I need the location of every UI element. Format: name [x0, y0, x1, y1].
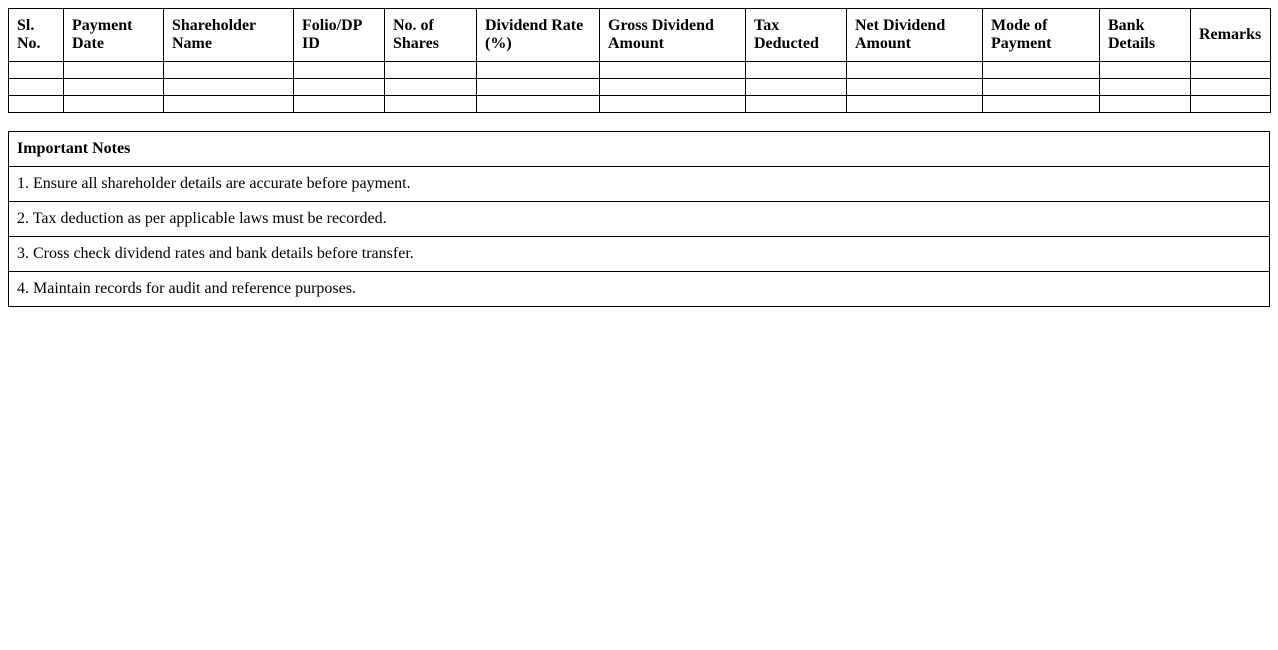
table-cell[interactable] — [1191, 62, 1271, 79]
table-cell[interactable] — [1191, 79, 1271, 96]
table-cell[interactable] — [64, 79, 164, 96]
table-row — [9, 79, 1271, 96]
table-cell[interactable] — [385, 62, 477, 79]
table-cell[interactable] — [600, 96, 746, 113]
table-cell[interactable] — [64, 96, 164, 113]
notes-heading: Important Notes — [9, 132, 1270, 167]
note-row — [9, 272, 1270, 307]
note-item: 1. Ensure all shareholder details are accurate before payment. — [9, 167, 1270, 202]
table-cell[interactable] — [164, 62, 294, 79]
table-cell[interactable] — [385, 79, 477, 96]
column-header-tax-deducted: Tax Deducted — [746, 9, 847, 62]
note-item: 4. Maintain records for audit and reference purposes. — [9, 272, 1270, 307]
table-cell[interactable] — [600, 62, 746, 79]
table-cell[interactable] — [294, 79, 385, 96]
note-item: 2. Tax deduction as per applicable laws must be recorded. — [9, 202, 1270, 237]
table-row — [9, 96, 1271, 113]
column-header-payment-date: Payment Date — [64, 9, 164, 62]
table-cell[interactable] — [746, 62, 847, 79]
column-header-no-of-shares: No. of Shares — [385, 9, 477, 62]
table-cell[interactable] — [847, 79, 983, 96]
note-item: 3. Cross check dividend rates and bank details before transfer. — [9, 237, 1270, 272]
column-header-bank-details: Bank Details — [1100, 9, 1191, 62]
column-header-mode-of-payment: Mode of Payment — [983, 9, 1100, 62]
table-cell[interactable] — [983, 62, 1100, 79]
table-cell[interactable] — [983, 96, 1100, 113]
dividend-register-table — [8, 8, 1271, 113]
table-cell[interactable] — [983, 79, 1100, 96]
table-cell[interactable] — [1100, 96, 1191, 113]
table-cell[interactable] — [477, 62, 600, 79]
table-cell[interactable] — [847, 62, 983, 79]
table-cell[interactable] — [164, 96, 294, 113]
table-cell[interactable] — [64, 62, 164, 79]
column-header-dividend-rate: Dividend Rate (%) — [477, 9, 600, 62]
note-row — [9, 237, 1270, 272]
table-cell[interactable] — [1100, 62, 1191, 79]
table-cell[interactable] — [164, 79, 294, 96]
table-cell[interactable] — [1191, 96, 1271, 113]
column-header-gross-dividend: Gross Dividend Amount — [600, 9, 746, 62]
table-cell[interactable] — [477, 96, 600, 113]
table-cell[interactable] — [9, 96, 64, 113]
table-cell[interactable] — [9, 79, 64, 96]
column-header-folio-dp-id: Folio/DP ID — [294, 9, 385, 62]
column-header-shareholder-name: Shareholder Name — [164, 9, 294, 62]
table-cell[interactable] — [294, 62, 385, 79]
table-cell[interactable] — [477, 79, 600, 96]
table-cell[interactable] — [847, 96, 983, 113]
table-cell[interactable] — [746, 96, 847, 113]
column-header-sl-no: Sl. No. — [9, 9, 64, 62]
table-cell[interactable] — [385, 96, 477, 113]
table-row — [9, 62, 1271, 79]
table-cell[interactable] — [746, 79, 847, 96]
header-row — [9, 9, 1271, 62]
table-cell[interactable] — [294, 96, 385, 113]
important-notes-table — [8, 131, 1270, 307]
note-row — [9, 202, 1270, 237]
column-header-net-dividend: Net Dividend Amount — [847, 9, 983, 62]
note-row — [9, 167, 1270, 202]
table-cell[interactable] — [9, 62, 64, 79]
column-header-remarks: Remarks — [1191, 9, 1271, 62]
table-cell[interactable] — [1100, 79, 1191, 96]
register-body — [9, 62, 1271, 113]
notes-heading-row — [9, 132, 1270, 167]
table-cell[interactable] — [600, 79, 746, 96]
